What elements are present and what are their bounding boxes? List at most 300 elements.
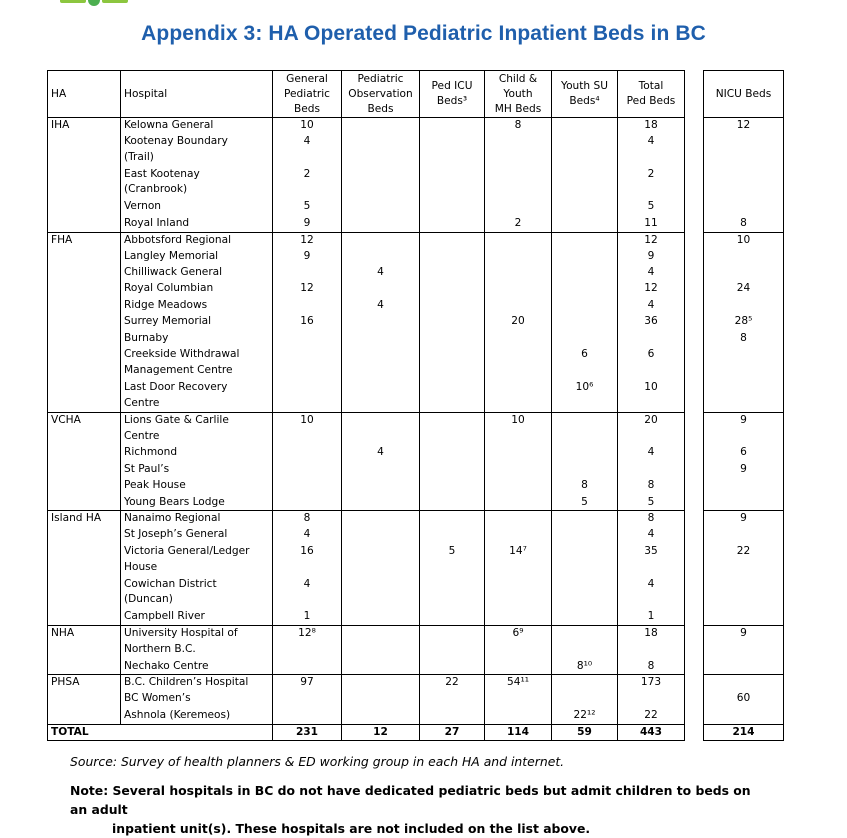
cell-gen <box>273 691 342 707</box>
cell-hospital <box>121 495 273 511</box>
cell-obs <box>342 347 420 380</box>
cell-hospital <box>121 708 273 724</box>
cell-nicu <box>704 347 784 380</box>
cell-total: 4 <box>618 527 685 543</box>
header-general-pediatric-beds: General Pediatric Beds <box>273 71 342 118</box>
cell-icu <box>420 495 485 511</box>
header-nicu-beds: NICU Beds <box>704 71 784 118</box>
cell-nicu <box>704 675 784 691</box>
cell-gen: 12 <box>273 281 342 297</box>
table-row <box>48 216 685 232</box>
cell-gen <box>273 265 342 281</box>
footnote <box>70 781 770 838</box>
cell-ysu <box>552 691 618 707</box>
cell-ysu <box>552 118 618 134</box>
nicu-row <box>704 609 784 625</box>
nicu-row <box>704 134 784 167</box>
cell-ha <box>48 167 121 200</box>
cell-obs <box>342 281 420 297</box>
nicu-row <box>704 413 784 446</box>
cell-icu <box>420 708 485 724</box>
nicu-row <box>704 331 784 347</box>
cell-nicu <box>704 495 784 511</box>
cell-gen: 2 <box>273 167 342 200</box>
cell-icu <box>420 380 485 413</box>
cell-ysu <box>552 511 618 527</box>
cell-hospital <box>121 609 273 625</box>
cell-ysu <box>552 199 618 215</box>
cell-ha <box>48 199 121 215</box>
cell-ysu <box>552 265 618 281</box>
cell-total: 10 <box>618 380 685 413</box>
cell-ha <box>48 708 121 724</box>
cell-hospital <box>121 314 273 330</box>
cell-mh <box>485 249 552 265</box>
hospital-name-line: Royal Columbian <box>124 282 214 295</box>
cell-ha <box>48 445 121 461</box>
nicu-row <box>704 691 784 707</box>
cell-icu <box>420 216 485 232</box>
cell-mh <box>485 495 552 511</box>
hospital-name-line: East Kootenay <box>124 167 200 180</box>
hospital-name-line: House <box>124 560 158 573</box>
cell-nicu: 24 <box>704 281 784 297</box>
logo <box>60 0 134 6</box>
cell-ha <box>48 380 121 413</box>
hospital-name-line: University Hospital of <box>124 627 238 640</box>
hospital-name-line: (Duncan) <box>124 593 173 606</box>
cell-mh <box>485 134 552 167</box>
cell-total: 173 <box>618 675 685 691</box>
cell-mh <box>485 462 552 478</box>
cell-ha <box>48 347 121 380</box>
cell-mh <box>485 708 552 724</box>
hospital-name-line: BC Women’s <box>124 692 191 705</box>
nicu-beds-table <box>703 70 784 741</box>
table-row <box>48 331 685 347</box>
total-total: 443 <box>618 724 685 741</box>
cell-icu <box>420 462 485 478</box>
hospital-name-line: Nechako Centre <box>124 659 209 672</box>
cell-nicu: 9 <box>704 413 784 446</box>
cell-obs <box>342 380 420 413</box>
cell-ha: VCHA <box>48 413 121 446</box>
cell-gen <box>273 380 342 413</box>
nicu-row <box>704 527 784 543</box>
cell-ysu <box>552 167 618 200</box>
cell-ysu <box>552 298 618 314</box>
cell-total: 36 <box>618 314 685 330</box>
cell-ha <box>48 462 121 478</box>
table-row <box>48 675 685 691</box>
cell-icu <box>420 249 485 265</box>
cell-hospital <box>121 577 273 610</box>
cell-total: 20 <box>618 413 685 446</box>
cell-total: 8 <box>618 478 685 494</box>
cell-icu <box>420 265 485 281</box>
cell-hospital <box>121 298 273 314</box>
nicu-row <box>704 347 784 380</box>
table-row <box>48 232 685 248</box>
pediatric-beds-table <box>47 70 685 741</box>
cell-icu <box>420 511 485 527</box>
cell-ysu: 5 <box>552 495 618 511</box>
cell-icu <box>420 314 485 330</box>
cell-ysu <box>552 577 618 610</box>
total-row <box>48 724 685 741</box>
cell-total: 5 <box>618 495 685 511</box>
table-row <box>48 134 685 167</box>
nicu-row <box>704 577 784 610</box>
cell-ha <box>48 134 121 167</box>
table-row <box>48 708 685 724</box>
cell-ha: IHA <box>48 118 121 134</box>
cell-ha <box>48 609 121 625</box>
cell-obs <box>342 199 420 215</box>
cell-mh <box>485 347 552 380</box>
cell-ha <box>48 216 121 232</box>
cell-mh: 2 <box>485 216 552 232</box>
cell-total: 8 <box>618 659 685 675</box>
cell-obs <box>342 134 420 167</box>
cell-nicu <box>704 199 784 215</box>
nicu-row <box>704 281 784 297</box>
nicu-row <box>704 167 784 200</box>
hospital-name-line: Nanaimo Regional <box>124 512 221 525</box>
cell-gen: 12 <box>273 232 342 248</box>
cell-mh <box>485 232 552 248</box>
cell-hospital <box>121 380 273 413</box>
nicu-row <box>704 314 784 330</box>
cell-mh: 54¹¹ <box>485 675 552 691</box>
cell-mh <box>485 659 552 675</box>
cell-mh <box>485 265 552 281</box>
cell-ysu <box>552 445 618 461</box>
cell-ha <box>48 478 121 494</box>
cell-mh <box>485 609 552 625</box>
cell-gen: 4 <box>273 577 342 610</box>
cell-ysu: 8¹⁰ <box>552 659 618 675</box>
cell-nicu: 60 <box>704 691 784 707</box>
nicu-row <box>704 445 784 461</box>
hospital-name-line: Victoria General/Ledger <box>124 544 250 557</box>
cell-nicu: 10 <box>704 232 784 248</box>
cell-nicu <box>704 708 784 724</box>
cell-ha <box>48 249 121 265</box>
table-row <box>48 609 685 625</box>
cell-hospital <box>121 691 273 707</box>
table-row <box>48 462 685 478</box>
cell-hospital <box>121 134 273 167</box>
cell-icu <box>420 298 485 314</box>
nicu-row <box>704 232 784 248</box>
cell-total <box>618 462 685 478</box>
table-row <box>48 445 685 461</box>
cell-hospital <box>121 659 273 675</box>
hospital-name-line: Creekside Withdrawal <box>124 348 240 360</box>
cell-mh <box>485 281 552 297</box>
cell-hospital <box>121 626 273 659</box>
cell-mh <box>485 691 552 707</box>
table-row <box>48 167 685 200</box>
cell-obs <box>342 232 420 248</box>
cell-total: 8 <box>618 511 685 527</box>
cell-hospital <box>121 511 273 527</box>
cell-icu <box>420 413 485 446</box>
cell-mh <box>485 577 552 610</box>
cell-hospital <box>121 347 273 380</box>
cell-icu <box>420 134 485 167</box>
nicu-row <box>704 675 784 691</box>
cell-gen: 10 <box>273 413 342 446</box>
table-row <box>48 691 685 707</box>
cell-mh <box>485 445 552 461</box>
cell-nicu <box>704 380 784 413</box>
cell-mh <box>485 199 552 215</box>
hospital-name-line: Kootenay Boundary <box>124 134 228 147</box>
table-row <box>48 199 685 215</box>
cell-ha <box>48 314 121 330</box>
cell-obs <box>342 691 420 707</box>
cell-icu <box>420 527 485 543</box>
cell-gen: 9 <box>273 216 342 232</box>
cell-mh <box>485 511 552 527</box>
nicu-row <box>704 216 784 232</box>
cell-nicu: 8 <box>704 331 784 347</box>
hospital-name-line: Ridge Meadows <box>124 298 208 311</box>
table-row <box>48 265 685 281</box>
table-row <box>48 380 685 413</box>
header-pediatric-observation-beds: Pediatric Observation Beds <box>342 71 420 118</box>
cell-nicu <box>704 249 784 265</box>
cell-gen: 9 <box>273 249 342 265</box>
cell-icu <box>420 478 485 494</box>
cell-hospital <box>121 265 273 281</box>
hospital-name-line: Chilliwack General <box>124 266 223 279</box>
cell-nicu: 28⁵ <box>704 314 784 330</box>
cell-mh: 6⁹ <box>485 626 552 659</box>
table-row <box>48 577 685 610</box>
table-row <box>48 626 685 659</box>
cell-total: 35 <box>618 544 685 577</box>
cell-ysu: 8 <box>552 478 618 494</box>
total-icu: 27 <box>420 724 485 741</box>
hospital-name-line: Young Bears Lodge <box>124 495 225 508</box>
cell-ysu <box>552 609 618 625</box>
cell-nicu: 9 <box>704 462 784 478</box>
nicu-row <box>704 199 784 215</box>
total-obs: 12 <box>342 724 420 741</box>
cell-nicu <box>704 134 784 167</box>
cell-ha: Island HA <box>48 511 121 527</box>
cell-gen <box>273 445 342 461</box>
footnote-line-2: inpatient unit(s). These hospitals are not included on the list above. <box>112 821 591 836</box>
cell-nicu: 9 <box>704 511 784 527</box>
hospital-name-line: Richmond <box>124 446 178 459</box>
cell-icu <box>420 199 485 215</box>
cell-ha <box>48 298 121 314</box>
cell-obs <box>342 577 420 610</box>
cell-icu <box>420 281 485 297</box>
cell-ysu: 22¹² <box>552 708 618 724</box>
cell-obs <box>342 527 420 543</box>
cell-total: 9 <box>618 249 685 265</box>
source-note: Source: Survey of health planners & ED working group in each HA and internet. <box>70 754 565 769</box>
cell-obs <box>342 609 420 625</box>
nicu-row <box>704 249 784 265</box>
cell-ysu <box>552 413 618 446</box>
cell-icu <box>420 445 485 461</box>
cell-hospital <box>121 413 273 446</box>
cell-icu: 5 <box>420 544 485 577</box>
cell-icu <box>420 577 485 610</box>
header-hospital: Hospital <box>121 71 273 118</box>
header-child-youth-mh-beds: Child & Youth MH Beds <box>485 71 552 118</box>
cell-total <box>618 691 685 707</box>
cell-gen: 4 <box>273 527 342 543</box>
hospital-name-line: Northern B.C. <box>124 643 196 656</box>
cell-ysu <box>552 134 618 167</box>
cell-ysu <box>552 314 618 330</box>
cell-obs <box>342 118 420 134</box>
hospital-name-line: Peak House <box>124 479 186 492</box>
cell-icu <box>420 609 485 625</box>
cell-obs <box>342 495 420 511</box>
cell-mh <box>485 380 552 413</box>
cell-ysu <box>552 527 618 543</box>
cell-nicu <box>704 609 784 625</box>
table-row <box>48 495 685 511</box>
cell-gen: 16 <box>273 544 342 577</box>
cell-icu <box>420 331 485 347</box>
cell-obs <box>342 413 420 446</box>
cell-hospital <box>121 232 273 248</box>
cell-ha: FHA <box>48 232 121 248</box>
cell-nicu <box>704 577 784 610</box>
hospital-name-line: Cowichan District <box>124 577 217 590</box>
cell-total: 18 <box>618 118 685 134</box>
hospital-name-line: Langley Memorial <box>124 249 219 262</box>
cell-gen: 5 <box>273 199 342 215</box>
cell-hospital <box>121 544 273 577</box>
cell-ha: NHA <box>48 626 121 659</box>
cell-mh: 10 <box>485 413 552 446</box>
table-row <box>48 511 685 527</box>
cell-total: 5 <box>618 199 685 215</box>
hospital-name-line: Royal Inland <box>124 216 190 229</box>
cell-icu <box>420 659 485 675</box>
cell-mh <box>485 298 552 314</box>
hospital-name-line: (Cranbrook) <box>124 183 188 196</box>
cell-obs <box>342 216 420 232</box>
cell-hospital <box>121 675 273 691</box>
total-nicu: 214 <box>704 724 784 741</box>
cell-nicu: 6 <box>704 445 784 461</box>
cell-obs <box>342 478 420 494</box>
cell-hospital <box>121 331 273 347</box>
hospital-name-line: Lions Gate & Carlile <box>124 414 229 427</box>
cell-ysu <box>552 675 618 691</box>
cell-obs <box>342 708 420 724</box>
hospital-name-line: Abbotsford Regional <box>124 233 232 246</box>
cell-icu <box>420 691 485 707</box>
cell-hospital <box>121 462 273 478</box>
cell-ha <box>48 281 121 297</box>
cell-total: 4 <box>618 298 685 314</box>
cell-gen: 1 <box>273 609 342 625</box>
cell-gen <box>273 659 342 675</box>
cell-gen: 97 <box>273 675 342 691</box>
footnote-line-1: Note: Several hospitals in BC do not have dedicated pediatric beds but admit children to beds on an adult <box>70 783 751 817</box>
hospital-name-line: Campbell River <box>124 610 205 623</box>
hospital-name-line: Last Door Recovery <box>124 380 228 393</box>
cell-gen <box>273 298 342 314</box>
table-row <box>48 118 685 134</box>
cell-hospital <box>121 445 273 461</box>
total-ysu: 59 <box>552 724 618 741</box>
cell-obs <box>342 331 420 347</box>
cell-obs: 4 <box>342 445 420 461</box>
hospital-name-line: St Joseph’s General <box>124 528 228 541</box>
nicu-row <box>704 298 784 314</box>
nicu-row <box>704 511 784 527</box>
cell-gen: 16 <box>273 314 342 330</box>
cell-nicu <box>704 167 784 200</box>
cell-ysu <box>552 232 618 248</box>
cell-obs <box>342 167 420 200</box>
cell-ysu: 6 <box>552 347 618 380</box>
hospital-name-line: B.C. Children’s Hospital <box>124 676 249 689</box>
cell-nicu <box>704 478 784 494</box>
nicu-row <box>704 118 784 134</box>
cell-nicu: 22 <box>704 544 784 577</box>
hospital-name-line: Ashnola (Keremeos) <box>124 708 231 721</box>
cell-total: 18 <box>618 626 685 659</box>
cell-ysu <box>552 281 618 297</box>
cell-nicu <box>704 298 784 314</box>
table-row <box>48 544 685 577</box>
cell-gen: 4 <box>273 134 342 167</box>
cell-ysu: 10⁶ <box>552 380 618 413</box>
cell-ha <box>48 265 121 281</box>
cell-icu <box>420 626 485 659</box>
cell-mh <box>485 527 552 543</box>
table-row <box>48 347 685 380</box>
nicu-row <box>704 659 784 675</box>
header-ped-icu-beds: Ped ICU Beds³ <box>420 71 485 118</box>
cell-total: 4 <box>618 265 685 281</box>
cell-total: 12 <box>618 232 685 248</box>
cell-hospital <box>121 527 273 543</box>
hospital-name-line: Kelowna General <box>124 119 214 131</box>
cell-total: 4 <box>618 134 685 167</box>
cell-mh <box>485 478 552 494</box>
cell-total: 1 <box>618 609 685 625</box>
hospital-name-line: Vernon <box>124 200 162 213</box>
table-row <box>48 249 685 265</box>
cell-total: 4 <box>618 577 685 610</box>
cell-obs: 4 <box>342 265 420 281</box>
cell-mh: 14⁷ <box>485 544 552 577</box>
cell-total: 11 <box>618 216 685 232</box>
cell-mh <box>485 167 552 200</box>
header-youth-su-beds: Youth SU Beds⁴ <box>552 71 618 118</box>
cell-total: 12 <box>618 281 685 297</box>
cell-hospital <box>121 478 273 494</box>
cell-ha <box>48 495 121 511</box>
page-title: Appendix 3: HA Operated Pediatric Inpatient Beds in BC <box>141 22 706 45</box>
cell-nicu <box>704 659 784 675</box>
